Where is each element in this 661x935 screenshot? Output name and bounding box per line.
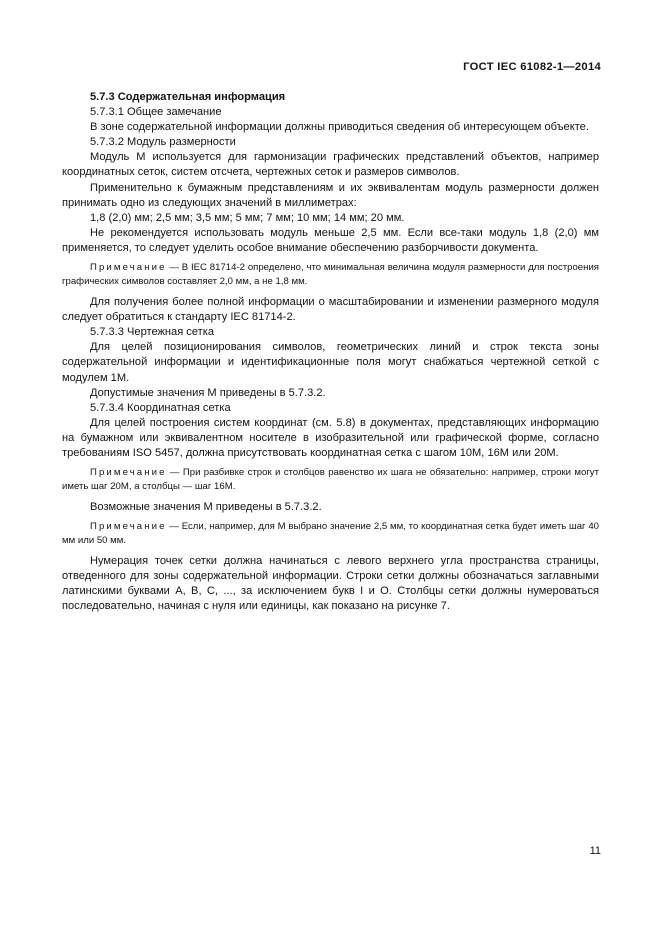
subsection-heading-5-7-3-1: 5.7.3.1 Общее замечание: [90, 106, 222, 119]
paragraph: В зоне содержательной информации должны приводиться сведения об интересующем объекте.: [90, 121, 589, 134]
paragraph: Модуль М используется для гармонизации графических представлений объектов, например координатных сеток, систем отсчета, чертежных сеток и размеров символов.: [62, 151, 599, 179]
paragraph: Не рекомендуется использовать модуль меньше 2,5 мм. Если все-таки модуль 1,8 (2,0) мм применяется, то следует уделить особое внимание обеспечению разборчивости документа.: [62, 226, 599, 254]
paragraph: 1,8 (2,0) мм; 2,5 мм; 3,5 мм; 5 мм; 7 мм; 10 мм; 14 мм; 20 мм.: [90, 211, 405, 224]
paragraph: Для получения более полной информации о масштабировании и изменении размерного модуля следует обратиться к стандарту IEC 81714-2.: [62, 296, 599, 324]
subsection-heading-5-7-3-3: 5.7.3.3 Чертежная сетка: [90, 326, 215, 339]
subsection-heading-5-7-3-2: 5.7.3.2 Модуль размерности: [90, 136, 236, 149]
note-text: — При разбивке строк и столбцов равенство их шага не обязательно: например, строки могут иметь шаг 20М, а столбцы — шаг 16М.: [62, 467, 599, 493]
note-label: Примечание: [90, 262, 167, 274]
paragraph: Для целей позиционирования символов, геометрических линий и строк текста зоны содержательной информации и идентификационные поля могут снабжаться чертежной сеткой с модулем 1М.: [62, 341, 599, 384]
note-label: Примечание: [90, 521, 167, 533]
paragraph: Для целей построения систем координат (см. 5.8) в документах, представляющих информацию на бумажном или эквивалентном носителе в изобразительной или графической форме, согласно требованиям ISO 5457, должна присутствовать координатная сетка с шагом 10М, 16М или 20М.: [62, 416, 599, 459]
document-header: ГОСТ IEC 61082-1—2014: [463, 61, 601, 73]
subsection-heading-5-7-3-4: 5.7.3.4 Координатная сетка: [90, 401, 231, 414]
paragraph: Применительно к бумажным представлениям и их эквивалентам модуль размерности должен принимать одно из следующих значений в миллиметрах:: [62, 181, 599, 209]
paragraph: Нумерация точек сетки должна начинаться с левого верхнего угла пространства страницы, отведенного для зоны содержательной информации. Строки сетки должны обозначаться заглавными латинскими буквами А, В, С, ..., за исключением букв I и О. Столбцы сетки должны нумероваться последовательно, начиная с нуля или единицы, как показано на рисунке 7.: [62, 555, 599, 613]
page-number: 11: [589, 845, 601, 857]
note: [62, 261, 599, 289]
note-label: Примечание: [90, 467, 167, 479]
section-heading-5-7-3: 5.7.3 Содержательная информация: [90, 91, 286, 103]
paragraph: Допустимые значения М приведены в 5.7.3.2.: [90, 386, 326, 399]
note: [62, 520, 599, 548]
paragraph: Возможные значения М приведены в 5.7.3.2.: [90, 501, 322, 514]
document-body: [62, 90, 599, 615]
note-text: — Если, например, для М выбрано значение 2,5 мм, то координатная сетка будет иметь шаг 40 мм или 50 мм.: [62, 521, 599, 547]
note: [62, 466, 599, 494]
note-text: — В IEC 81714-2 определено, что минимальная величина модуля размерности для построения графических символов составляет 2,0 мм, а не 1,8 мм.: [62, 262, 599, 288]
